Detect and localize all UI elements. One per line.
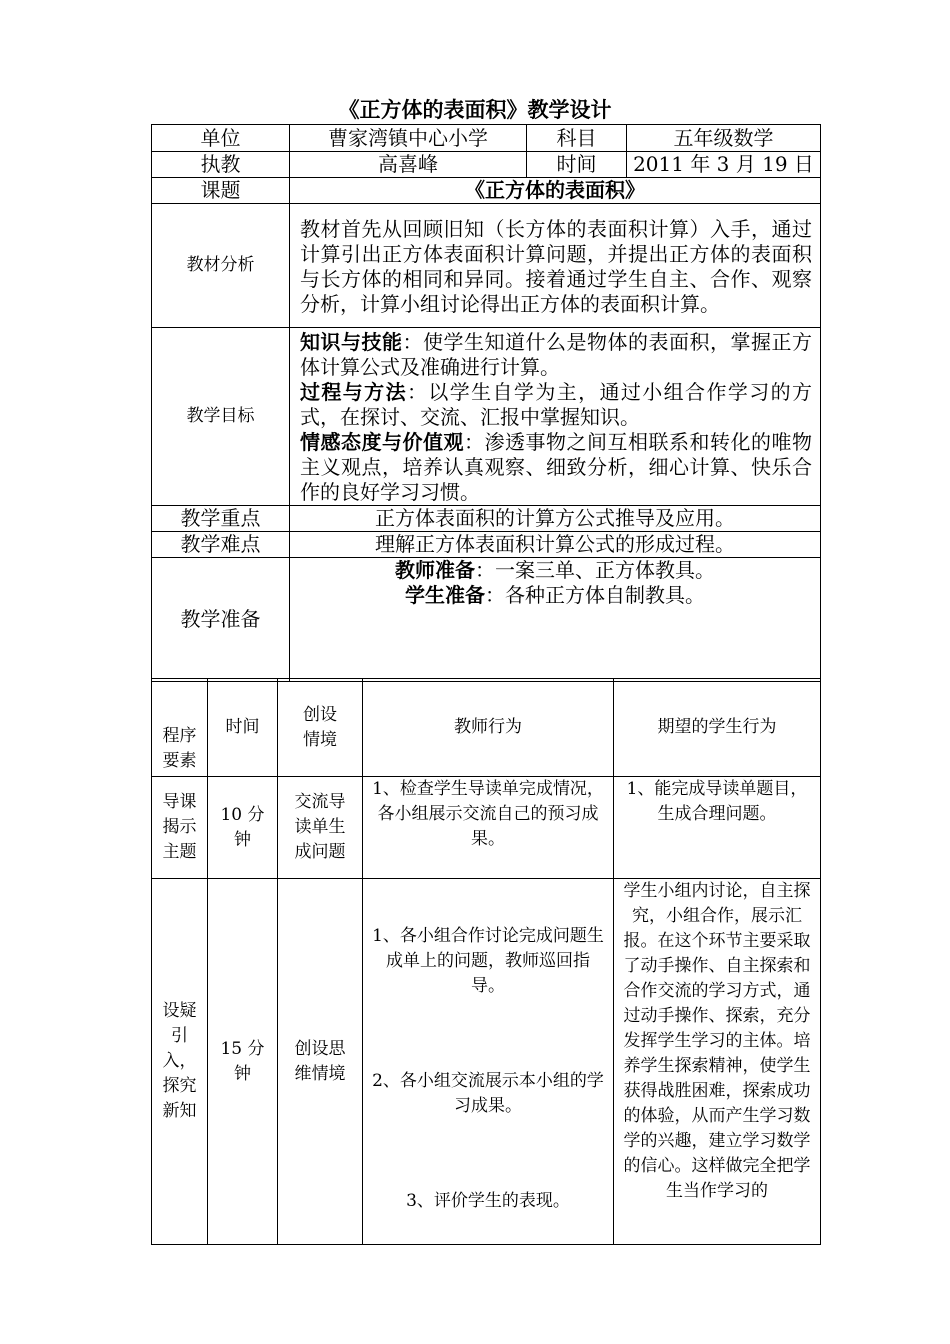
objective-head: 情感态度与价值观 [300,430,464,454]
info-table [151,124,821,682]
table-row [152,125,821,152]
table-row [152,178,821,204]
teacher-step: 3、评价学生的表现。 [406,1191,570,1211]
student-preparation [290,583,820,608]
row-step: 设疑引入，探究新知 [152,879,208,1245]
time-value: 2011 年 3 月 19 日 [627,152,821,178]
objectives-label: 教学目标 [152,328,290,506]
row-time: 15 分钟 [208,879,278,1245]
preparation-content [290,558,821,682]
subject-label: 科目 [527,125,627,152]
teacher-step: 2、各小组交流展示本小组的学习成果。 [372,1071,604,1116]
unit-value: 曹家湾镇中心小学 [290,125,527,152]
objective-text: ：使学生知道什么是物体的表面积，掌握正方体计算公式及准确进行计算。 [300,330,812,379]
table-row [152,532,821,558]
analysis-text: 教材首先从回顾旧知（长方体的表面积计算）入手，通过计算引出正方体表面积计算问题，并提出正方体的表面积与长方体的相同和异同。接着通过学生自主、合作、观察分析，计算小组讨论得出正方体的表面积计算。 [290,204,821,328]
header-student: 期望的学生行为 [614,679,821,777]
row-student: 学生小组内讨论，自主探究，小组合作，展示汇报。在这个环节主要采取了动手操作、自主探索和合作交流的学习方式，通过动手操作、探索，充分发挥学生学习的主体。培养学生探索精神，使学生获得战胜困难，探索成功的体验，从而产生学习数学的兴趣，建立学习数学的信心。这样做完全把学生当作学习的 [614,879,821,1245]
document-title: 《正方体的表面积》教学设计 [338,97,612,122]
header-teacher: 教师行为 [363,679,614,777]
objective-text: ：以学生自学为主，通过小组合作学习的方式，在探讨、交流、汇报中掌握知识。 [300,380,813,429]
table-row [152,879,821,1245]
teacher-label: 执教 [152,152,290,178]
objective-head: 过程与方法 [300,380,407,404]
topic-value: 《正方体的表面积》 [290,178,821,204]
teacher-preparation-head: 教师准备 [395,558,475,582]
table-header-row [152,679,821,777]
row-situation: 交流导读单生成问题 [278,777,363,879]
row-step: 导课揭示主题 [152,777,208,879]
difficulty-label: 教学难点 [152,532,290,558]
preparation-label: 教学准备 [152,558,290,682]
teacher-preparation-text: ：一案三单、正方体教具。 [475,558,715,582]
teacher-value: 高喜峰 [290,152,527,178]
row-situation: 创设思维情境 [278,879,363,1245]
objective-item [300,330,812,380]
subject-value: 五年级数学 [627,125,821,152]
student-preparation-text: ：各种正方体自制教具。 [485,583,705,607]
student-preparation-head: 学生准备 [405,583,485,607]
difficulty-text: 理解正方体表面积计算公式的形成过程。 [290,532,821,558]
unit-label: 单位 [152,125,290,152]
objective-item [300,430,812,505]
row-teacher: 1、检查学生导读单完成情况，各小组展示交流自己的预习成果。 [363,777,614,879]
table-row [152,152,821,178]
table-row [152,506,821,532]
table-row [152,328,821,506]
table-row [152,204,821,328]
row-teacher [363,879,614,1245]
process-table [151,678,821,1245]
row-student: 1、能完成导读单题目，生成合理问题。 [614,777,821,879]
teacher-step: 1、各小组合作讨论完成问题生成单上的问题，教师巡回指导。 [372,926,604,996]
objectives-content [290,328,821,506]
header-step: 程序要素 [152,679,208,777]
analysis-label: 教材分析 [152,204,290,328]
table-row [152,777,821,879]
key-point-text: 正方体表面积的计算方公式推导及应用。 [290,506,821,532]
header-situation: 创设情境 [278,679,363,777]
objective-text: ：渗透事物之间互相联系和转化的唯物主义观点，培养认真观察、细致分析，细心计算、快乐合作的良好学习习惯。 [300,430,812,504]
objective-item [300,380,812,430]
objective-head: 知识与技能 [300,330,403,354]
teacher-preparation [290,558,820,583]
row-time: 10 分钟 [208,777,278,879]
time-label: 时间 [527,152,627,178]
header-time: 时间 [208,679,278,777]
key-point-label: 教学重点 [152,506,290,532]
topic-label: 课题 [152,178,290,204]
table-row [152,558,821,682]
